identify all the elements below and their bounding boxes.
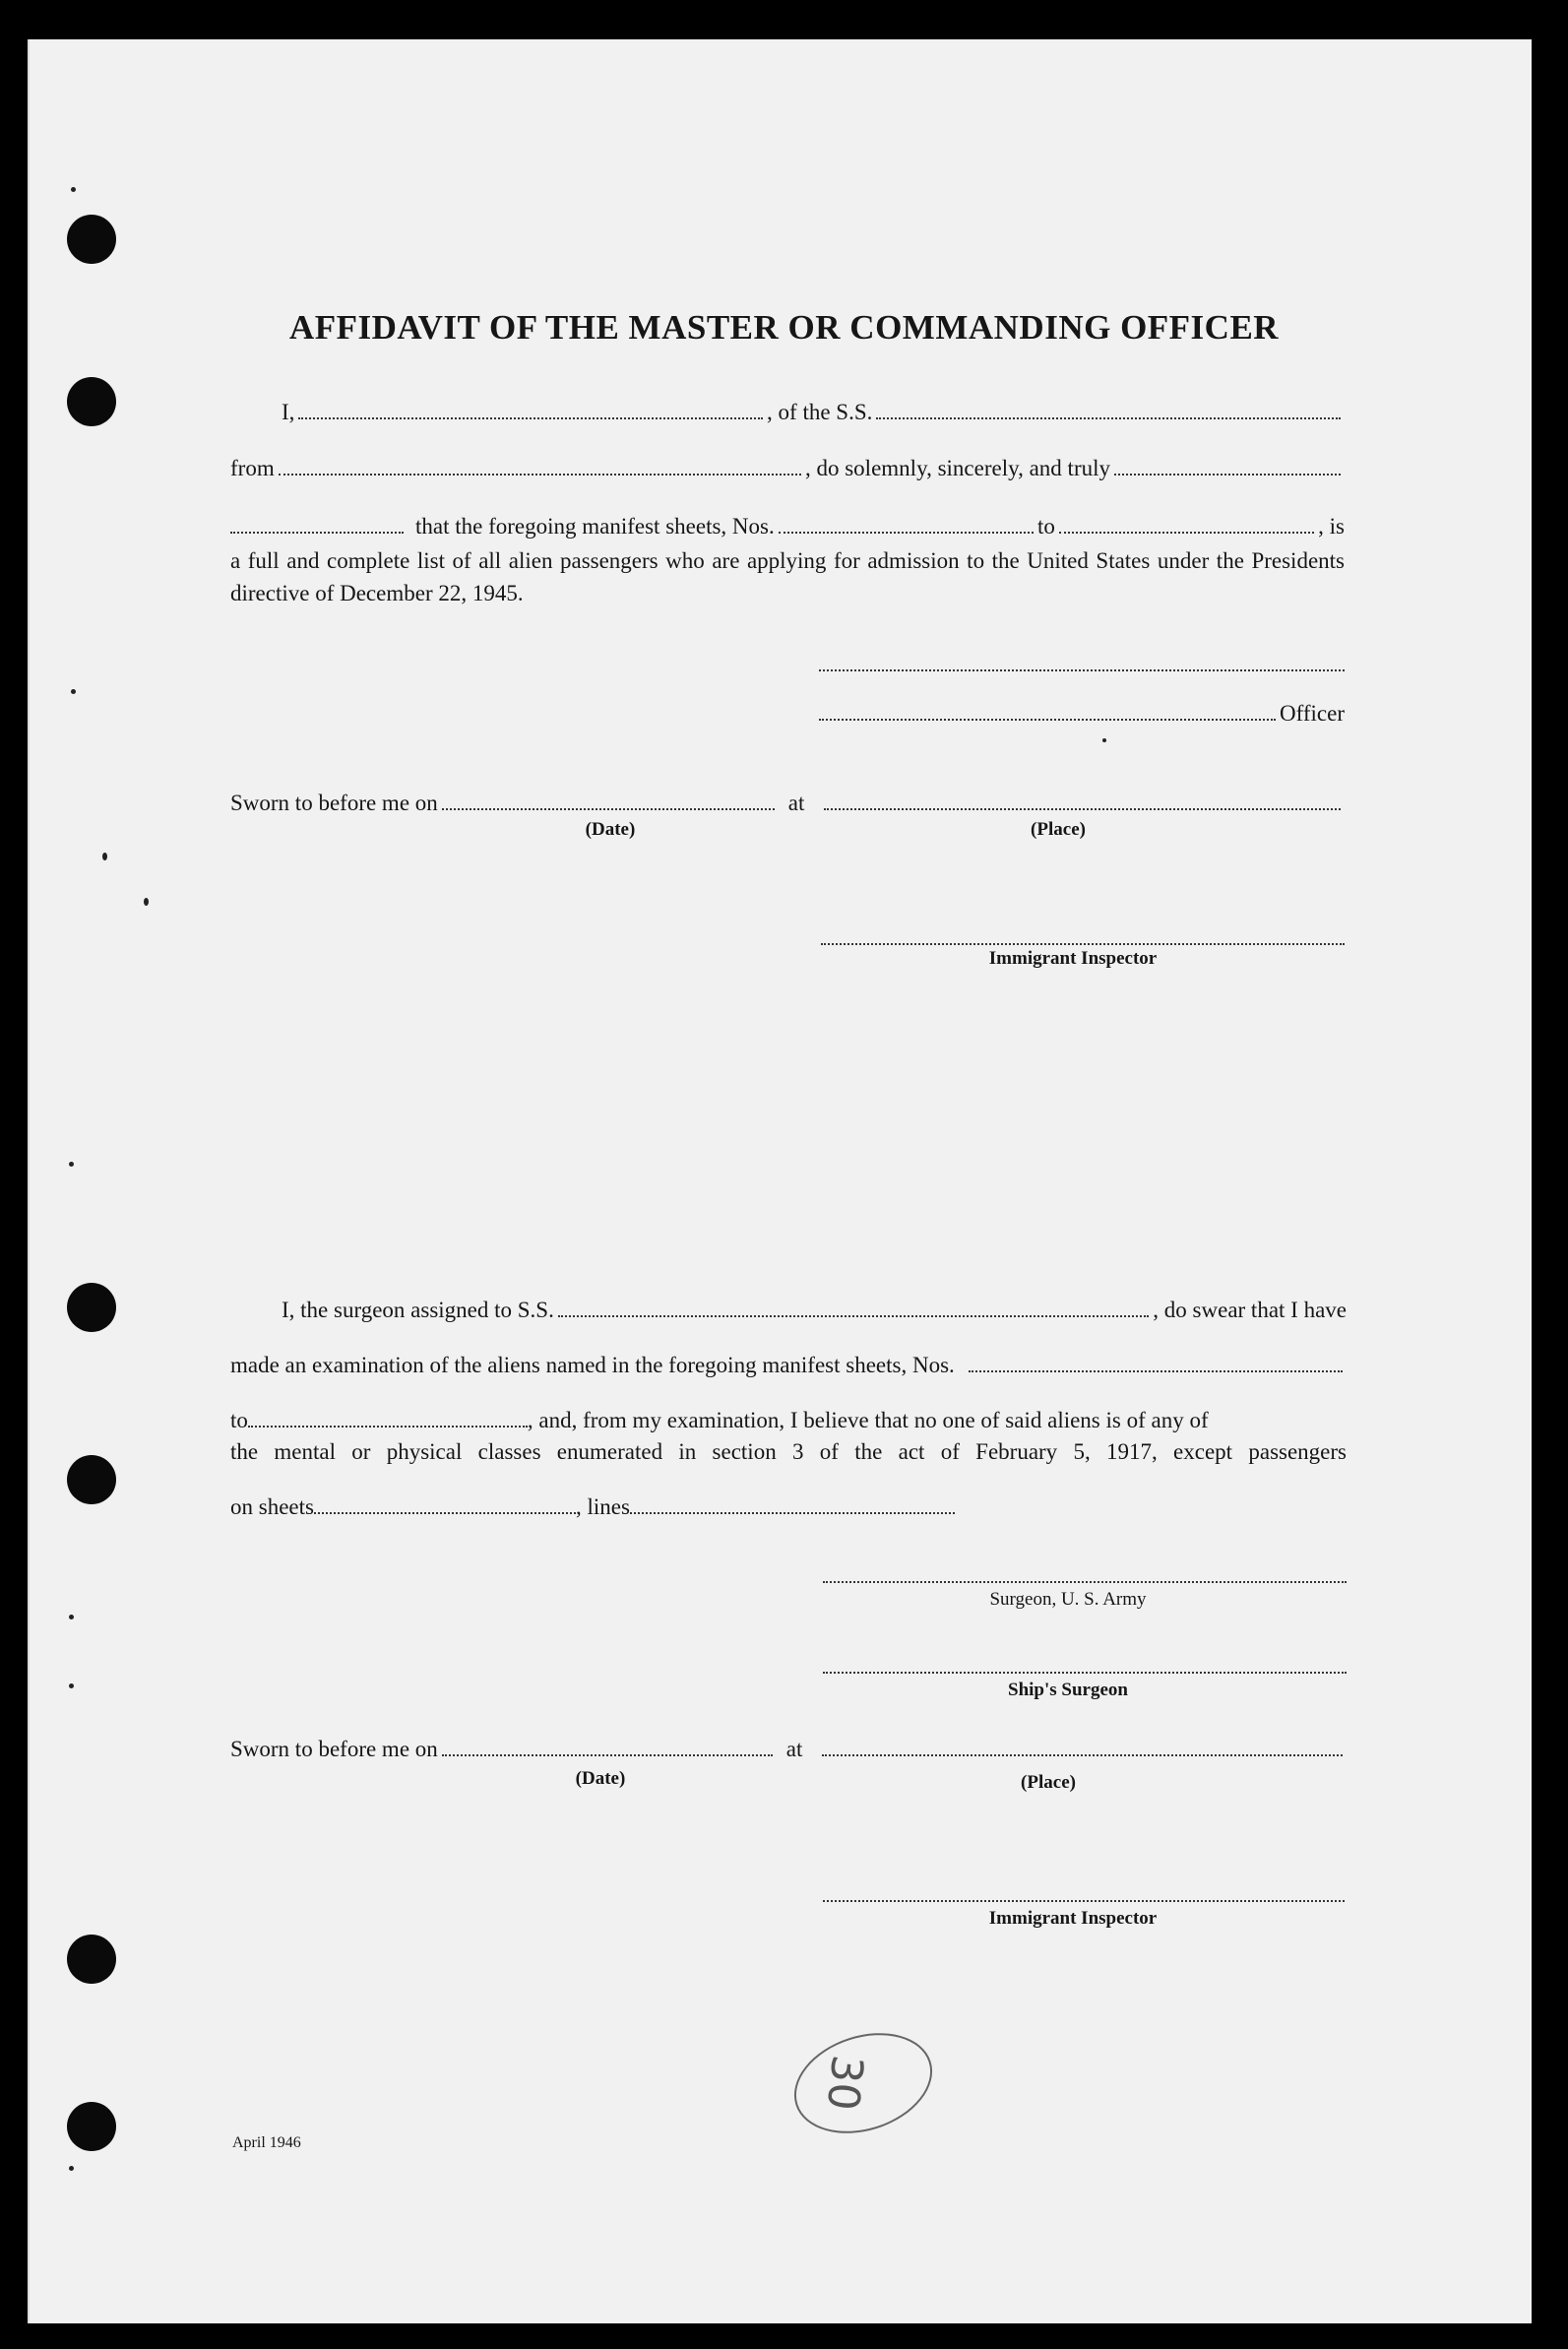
surgeon-place-caption: (Place) bbox=[1021, 1772, 1076, 1793]
exam-sheets-from-field[interactable] bbox=[969, 1370, 1343, 1372]
army-surgeon-signature-line[interactable] bbox=[823, 1581, 1347, 1583]
master-name-row bbox=[230, 400, 1345, 425]
page-title: AFFIDAVIT OF THE MASTER OR COMMANDING OFFICER bbox=[288, 308, 1280, 347]
examination-label: made an examination of the aliens named in the foregoing manifest sheets, Nos. bbox=[230, 1353, 955, 1377]
lines-label: , lines bbox=[575, 1494, 630, 1519]
officer-signature-field[interactable] bbox=[819, 719, 1276, 721]
manifest-sheets-row bbox=[230, 514, 1345, 540]
surgeon-sworn-row bbox=[230, 1737, 1347, 1762]
exam-sheets-to-field[interactable] bbox=[248, 1426, 528, 1428]
master-statement: a full and complete list of all alien passengers who are applying for admission to the United States under the Presidents directive of December 22, 1945. bbox=[230, 548, 1345, 605]
surgeon-inspector-signature-line[interactable] bbox=[823, 1900, 1345, 1902]
oath-type-field[interactable] bbox=[1114, 474, 1341, 476]
classes-text: the mental or physical classes enumerated in section 3 of the act of February 5, 1917, except passengers bbox=[230, 1439, 1347, 1464]
officer-row bbox=[819, 701, 1345, 727]
document-page bbox=[28, 39, 1532, 2323]
sheets-to-field[interactable] bbox=[1059, 532, 1314, 534]
punch-hole-icon bbox=[67, 377, 116, 426]
surgeon-sworn-date-field[interactable] bbox=[442, 1754, 773, 1756]
from-label: from bbox=[230, 456, 275, 480]
swear-label: , do swear that I have bbox=[1153, 1298, 1347, 1322]
punch-hole-icon bbox=[67, 1935, 116, 1984]
ship-name-field[interactable] bbox=[876, 417, 1341, 419]
sworn-place-field[interactable] bbox=[824, 808, 1341, 810]
sworn-label: Sworn to before me on bbox=[230, 791, 438, 815]
from-row bbox=[230, 456, 1345, 481]
surgeon-sworn-place-field[interactable] bbox=[822, 1754, 1343, 1756]
punch-hole-icon bbox=[67, 2102, 116, 2151]
sworn-date-field[interactable] bbox=[442, 808, 775, 810]
foregoing-label: that the foregoing manifest sheets, Nos. bbox=[415, 514, 775, 539]
surgeon-inspector-caption: Immigrant Inspector bbox=[988, 1908, 1158, 1929]
punch-hole-icon bbox=[67, 1455, 116, 1504]
exception-sheets-field[interactable] bbox=[314, 1512, 576, 1514]
exam-to-label: to bbox=[230, 1408, 248, 1432]
declaration-field[interactable] bbox=[230, 532, 404, 534]
master-sworn-row bbox=[230, 791, 1345, 816]
belief-text: , and, from my examination, I believe that no one of said aliens is of any of bbox=[527, 1408, 1209, 1432]
punch-hole-icon bbox=[67, 1283, 116, 1332]
surgeon-intro-label: I, the surgeon assigned to S.S. bbox=[282, 1298, 554, 1322]
stamp-mark: 30 bbox=[816, 2052, 873, 2114]
ship-surgeon-signature-line[interactable] bbox=[823, 1672, 1347, 1674]
date-caption: (Date) bbox=[585, 819, 636, 840]
inspector-caption: Immigrant Inspector bbox=[988, 948, 1158, 969]
surgeon-at-label: at bbox=[785, 1737, 803, 1761]
i-label: I, bbox=[282, 400, 295, 424]
inspector-signature-line[interactable] bbox=[821, 943, 1345, 945]
place-caption: (Place) bbox=[1031, 819, 1086, 840]
of-ss-label: , of the S.S. bbox=[767, 400, 873, 424]
on-sheets-row bbox=[230, 1494, 959, 1520]
sheets-from-field[interactable] bbox=[779, 532, 1034, 534]
surgeon-date-caption: (Date) bbox=[575, 1768, 626, 1789]
ship-surgeon-caption: Ship's Surgeon bbox=[1008, 1680, 1128, 1700]
at-label: at bbox=[787, 791, 805, 815]
master-name-field[interactable] bbox=[298, 417, 763, 419]
solemnly-label: , do solemnly, sincerely, and truly bbox=[804, 456, 1110, 480]
examination-row bbox=[230, 1353, 1347, 1378]
surgeon-intro-row bbox=[230, 1298, 1347, 1323]
exception-lines-field[interactable] bbox=[630, 1512, 955, 1514]
surgeon-ship-field[interactable] bbox=[558, 1315, 1149, 1317]
army-surgeon-caption: Surgeon, U. S. Army bbox=[989, 1589, 1147, 1610]
to-label: to bbox=[1037, 514, 1055, 539]
form-date: April 1946 bbox=[232, 2134, 301, 2151]
port-from-field[interactable] bbox=[279, 474, 801, 476]
on-sheets-label: on sheets bbox=[230, 1494, 314, 1519]
master-signature-line[interactable] bbox=[819, 669, 1345, 671]
exam-to-row bbox=[230, 1408, 1347, 1433]
punch-hole-icon bbox=[67, 215, 116, 264]
surgeon-sworn-label: Sworn to before me on bbox=[230, 1737, 438, 1761]
officer-label: Officer bbox=[1280, 701, 1345, 726]
is-label: , is bbox=[1318, 514, 1345, 539]
